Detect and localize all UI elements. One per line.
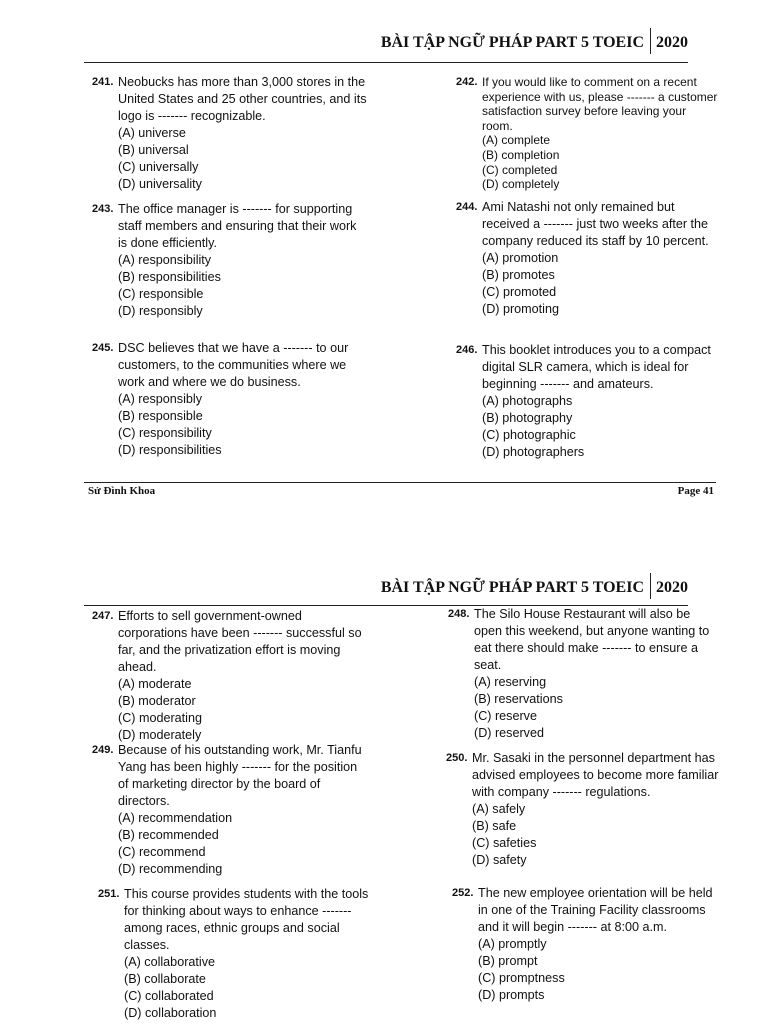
page-header	[381, 573, 688, 599]
question-number: 250.	[446, 752, 468, 764]
option-c: (C) reserve	[474, 709, 537, 723]
question-252	[452, 885, 724, 1004]
option-b: (B) prompt	[478, 954, 538, 968]
question-number: 244.	[456, 201, 478, 213]
question-stem: Efforts to sell government-owned corporations have been ------- successful so far, and the privatization effort is moving ahead.	[118, 609, 362, 674]
question-stem: The Silo House Restaurant will also be open this weekend, but anyone wanting to eat there should make ------- to ensure a seat.	[474, 607, 710, 672]
question-stem: Ami Natashi not only remained but received a ------- just two weeks after the company reduced its staff by 10 percent.	[482, 200, 709, 248]
header-divider	[84, 62, 688, 63]
option-d: (D) photographers	[482, 445, 585, 459]
question-number: 247.	[92, 610, 114, 622]
option-b: (B) moderator	[118, 694, 196, 708]
option-b: (B) reservations	[474, 692, 563, 706]
option-a: (A) promptly	[478, 937, 547, 951]
option-d: (D) prompts	[478, 988, 545, 1002]
option-a: (A) photographs	[482, 394, 573, 408]
option-d: (D) recommending	[118, 862, 223, 876]
question-250	[446, 750, 722, 869]
option-a: (A) moderate	[118, 677, 192, 691]
question-251	[98, 886, 374, 1022]
question-number: 246.	[456, 344, 478, 356]
page-footer	[88, 485, 714, 497]
question-244	[456, 199, 718, 318]
header-year: 2020	[650, 28, 688, 54]
page-header	[381, 28, 688, 54]
option-a: (A) universe	[118, 126, 186, 140]
option-b: (B) responsibilities	[118, 270, 221, 284]
option-b: (B) photography	[482, 411, 573, 425]
option-c: (C) promoted	[482, 285, 557, 299]
question-number: 251.	[98, 888, 120, 900]
question-stem: The office manager is ------- for supporting staff members and ensuring that their work is done efficiently.	[118, 202, 357, 250]
question-246	[456, 342, 722, 461]
option-b: (B) completion	[482, 147, 560, 162]
option-a: (A) responsibility	[118, 253, 212, 267]
option-b: (B) responsible	[118, 409, 203, 423]
option-c: (C) promptness	[478, 971, 565, 985]
option-d: (D) collaboration	[124, 1006, 217, 1020]
question-stem: The new employee orientation will be held in one of the Training Facility classrooms and it will begin ------- at 8:00 a.m.	[478, 886, 713, 934]
option-a: (A) complete	[482, 133, 551, 148]
option-a: (A) reserving	[474, 675, 547, 689]
question-245	[92, 340, 352, 459]
question-number: 243.	[92, 203, 114, 215]
option-c: (C) responsible	[118, 287, 204, 301]
option-d: (D) responsibilities	[118, 443, 222, 457]
option-c: (C) moderating	[118, 711, 202, 725]
question-number: 248.	[448, 608, 470, 620]
header-year: 2020	[650, 573, 688, 599]
question-number: 242.	[456, 76, 478, 88]
option-c: (C) safeties	[472, 836, 537, 850]
question-241	[92, 74, 382, 193]
option-c: (C) completed	[482, 162, 558, 177]
question-stem: This booklet introduces you to a compact digital SLR camera, which is ideal for beginning ------- and amateurs.	[482, 343, 711, 391]
option-d: (D) reserved	[474, 726, 544, 740]
option-d: (D) promoting	[482, 302, 559, 316]
question-number: 249.	[92, 744, 114, 756]
header-title: BÀI TẬP NGỮ PHÁP PART 5 TOEIC	[380, 34, 644, 51]
footer-page-number: Page 41	[677, 485, 714, 497]
header-title: BÀI TẬP NGỮ PHÁP PART 5 TOEIC	[380, 579, 644, 596]
option-b: (B) promotes	[482, 268, 555, 282]
option-b: (B) collaborate	[124, 972, 206, 986]
option-b: (B) recommended	[118, 828, 219, 842]
question-249	[92, 742, 368, 878]
question-247	[92, 608, 368, 744]
option-c: (C) responsibility	[118, 426, 212, 440]
option-a: (A) collaborative	[124, 955, 215, 969]
question-242	[456, 75, 718, 192]
question-stem: Mr. Sasaki in the personnel department has advised employees to become more familiar with company ------- regulations.	[472, 751, 719, 799]
option-d: (D) universality	[118, 177, 202, 191]
option-c: (C) collaborated	[124, 989, 214, 1003]
question-number: 252.	[452, 887, 474, 899]
option-d: (D) responsibly	[118, 304, 203, 318]
option-a: (A) recommendation	[118, 811, 233, 825]
question-243	[92, 201, 368, 320]
question-stem: DSC believes that we have a ------- to our customers, to the communities where we work and where we do business.	[118, 341, 349, 389]
option-c: (C) recommend	[118, 845, 206, 859]
option-d: (D) completely	[482, 177, 560, 192]
option-c: (C) photographic	[482, 428, 576, 442]
question-248	[448, 606, 718, 742]
option-b: (B) safe	[472, 819, 517, 833]
option-a: (A) promotion	[482, 251, 559, 265]
question-number: 241.	[92, 76, 114, 88]
question-stem: If you would like to comment on a recent experience with us, please ------- a customer satisfaction survey before leaving your room.	[482, 75, 718, 133]
footer-author: Sử Đình Khoa	[88, 485, 156, 497]
question-stem: This course provides students with the tools for thinking about ways to enhance ------- among races, ethnic groups and social classes.	[124, 887, 369, 952]
option-c: (C) universally	[118, 160, 199, 174]
option-b: (B) universal	[118, 143, 189, 157]
question-number: 245.	[92, 342, 114, 354]
option-a: (A) safely	[472, 802, 526, 816]
option-a: (A) responsibly	[118, 392, 202, 406]
option-d: (D) safety	[472, 853, 527, 867]
question-stem: Because of his outstanding work, Mr. Tianfu Yang has been highly ------- for the position of marketing director by the board of directors.	[118, 743, 362, 808]
footer-divider	[84, 482, 716, 483]
option-d: (D) moderately	[118, 728, 202, 742]
question-stem: Neobucks has more than 3,000 stores in the United States and 25 other countries, and its logo is ------- recognizable.	[118, 75, 367, 123]
